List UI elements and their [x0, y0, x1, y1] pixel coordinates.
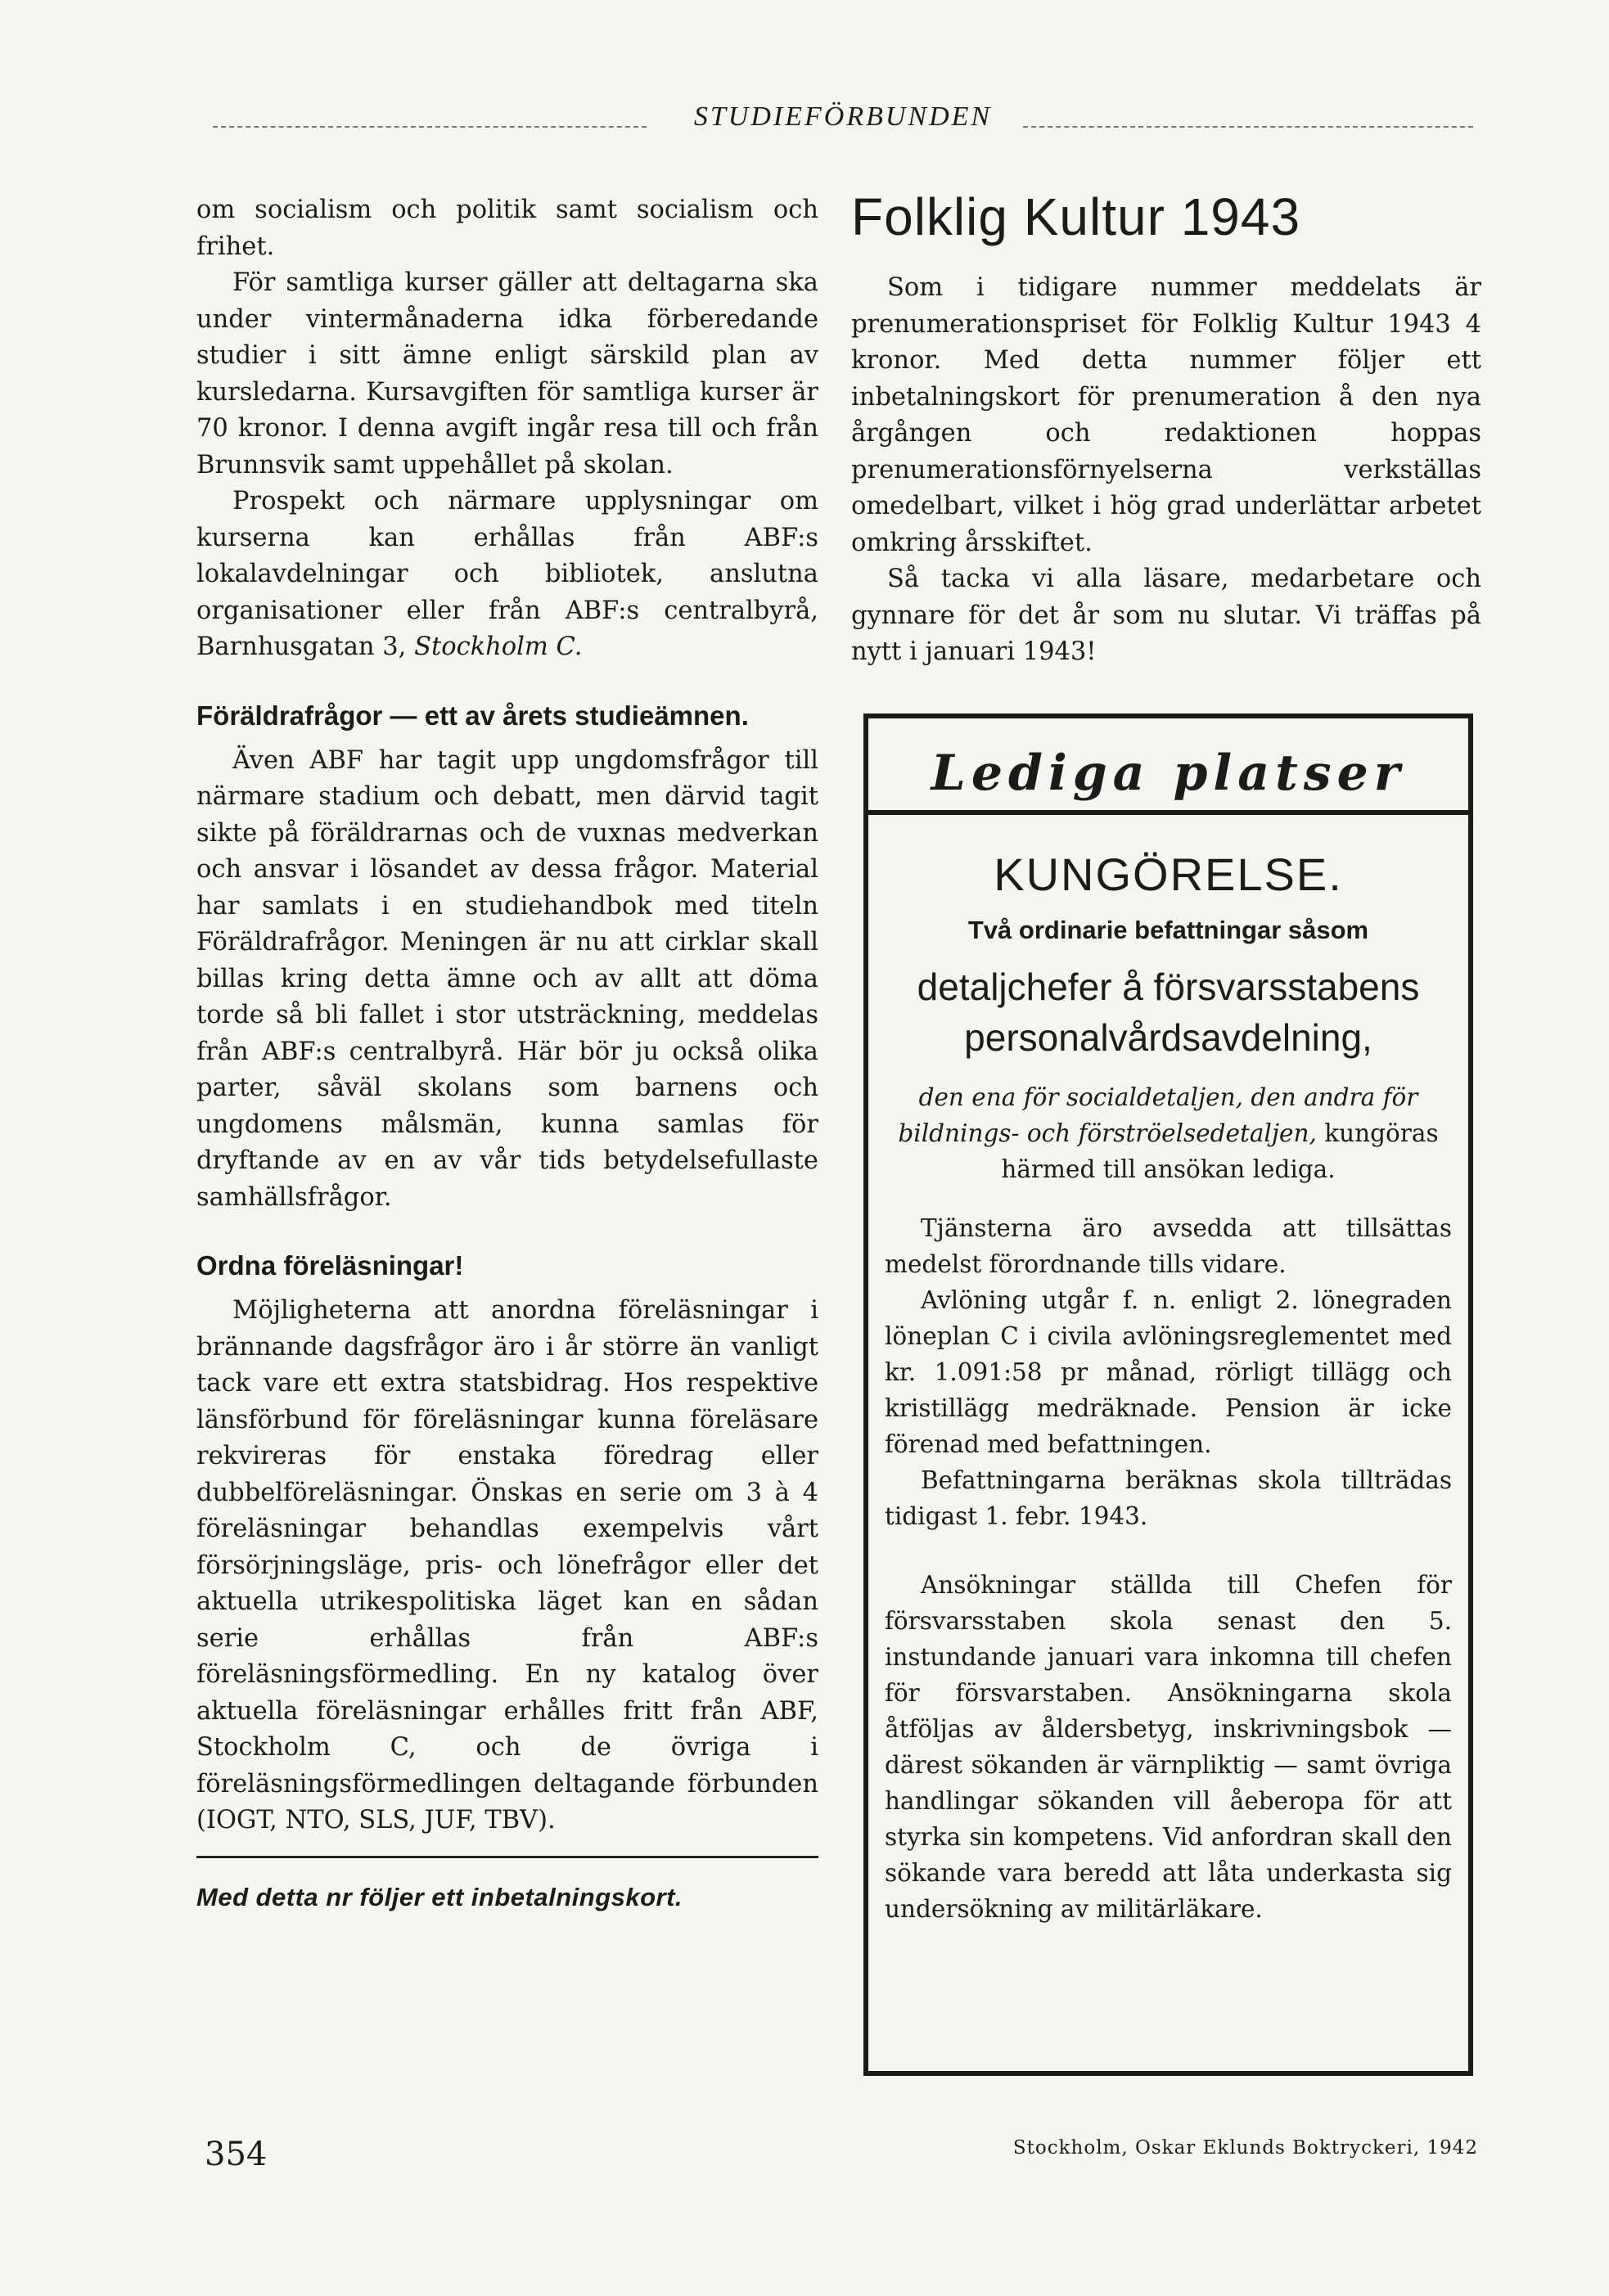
job-ad-announcement-heading: KUNGÖRELSE.	[994, 849, 1343, 900]
running-head-rule-right	[1023, 126, 1473, 128]
left-paragraph-5: Möjligheterna att anordna föreläsningar i brännande dagsfrågor äro i år större än vanligt tack vare ett extra statsbidrag. Hos respektive länsförbund för föreläsningar kunna föreläsare rekvireras för enstaka föredrag eller dubbelföreläsningar. Önskas en serie om 3 à 4 föreläsningar behandlas exempelvis vårt försörjningsläge, pris- och lönefrågor eller det aktuella utrikespolitiska läget kan en sådan serie erhållas från ABF:s föreläsningsförmedling. En ny katalog över aktuella föreläsningar erhålles fritt från ABF, Stockholm C, och de övriga i föreläsningsförmedlingen deltagande förbunden (IOGT, NTO, SLS, JUF, TBV).	[196, 1296, 818, 1835]
left-paragraph-1: om socialism och politik samt socialism och frihet.	[196, 196, 818, 261]
job-ad-rule	[868, 810, 1468, 815]
left-footer-rule	[196, 1856, 818, 1858]
payment-card-note: Med detta nr följer ett inbetalningskort.	[196, 1882, 683, 1911]
job-ad-paragraph-3: Befattningarna beräknas skola tillträdas tidigast 1. febr. 1943.	[885, 1466, 1452, 1530]
running-head-text: STUDIEFÖRBUNDEN	[693, 101, 993, 132]
job-ad-detail-italic: den ena för socialdetaljen, den andra för bildnings- och förströelsedetaljen,	[898, 1083, 1418, 1147]
right-paragraph-2: Så tacka vi alla läsare, medarbetare och gynnare för det år som nu slutar. Vi träffas på nytt i januari 1943!	[851, 565, 1481, 666]
left-paragraph-2: För samtliga kurser gäller att deltagarna ska under vintermånaderna idka förberedande studier i sitt ämne enligt särskild plan av kursledarna. Kursavgiften för samtliga kurser är 70 kronor. I denna avgift ingår resa till och från Brunnsvik samt uppehållet på skolan.	[196, 268, 818, 479]
job-ad-detail-tail: kungöras härmed till ansökan lediga.	[1001, 1119, 1439, 1183]
job-ad-position-title: detaljchefer å försvarsstabens personalvårdsavdelning,	[917, 966, 1420, 1059]
running-head-rule-left	[213, 126, 647, 128]
running-head	[205, 101, 1481, 133]
job-ad-subheading: Två ordinarie befattningar såsom	[967, 916, 1369, 944]
job-ad-spacer	[885, 1534, 1452, 1567]
job-ad-paragraph-2: Avlöning utgår f. n. enligt 2. lönegraden löneplan C i civila avlöningsreglementet med kr. 1.091:58 pr månad, rörligt tillägg och kristillägg medräknade. Pension är icke förenad med befattningen.	[885, 1286, 1452, 1458]
job-ad-detail-line	[885, 1079, 1452, 1187]
left-paragraph-3-place: Stockholm C.	[414, 633, 583, 661]
job-ad-title: Lediga platser	[931, 745, 1406, 802]
right-paragraph-1: Som i tidigare nummer meddelats är prenumerationspriset för Folklig Kultur 1943 4 kronor. Med detta nummer följer ett inbetalningskort för prenumeration å den nya årgången och redaktionen hoppas prenumerationsförnyelserna verkställas omedelbart, vilket i hög grad underlättar arbetet omkring årsskiftet.	[851, 273, 1481, 557]
left-column	[196, 192, 818, 1912]
job-ad-paragraph-4: Ansökningar ställda till Chefen för försvarsstaben skola senast den 5. instundande januari vara inkomna till chefen för försvarstaben. Ansökningarna skola åtföljas av åldersbetyg, inskrivningsbok — därest sökanden är värnpliktig — samt övriga handlingar sökanden vill åeberopa för att styrka sin kompetens. Vid anfordran skall den sökande vara beredd att låta underkasta sig undersökning av militärläkare.	[885, 1571, 1452, 1923]
right-column	[851, 188, 1481, 671]
left-paragraph-4: Även ABF har tagit upp ungdomsfrågor till närmare stadium och debatt, men därvid tagit sikte på föräldrarnas och de vuxnas medverkan och ansvar i lösandet av dessa frågor. Material har samlats i en studiehandbok med titeln Föräldrafrågor. Meningen är nu att cirklar skall billas kring detta ämne och av allt att döma torde så bli fallet i stor utsträckning, meddelas från ABF:s centralbyrå. Här bör ju också olika parter, såväl skolans som barnens och ungdomens målsmän, kunna samlas för dryftande av en av vår tids betydelsefullaste samhällsfrågor.	[196, 745, 818, 1212]
left-paragraph-3-text: Prospekt och närmare upplysningar om kurserna kan erhållas från ABF:s lokalavdelningar och bibliotek, anslutna organisationer eller från ABF:s centralbyrå, Barnhusgatan 3,	[196, 487, 818, 661]
folklig-kultur-title: Folklig Kultur 1943	[851, 187, 1301, 246]
section-heading-lectures: Ordna föreläsningar!	[196, 1250, 464, 1281]
section-heading-parents: Föräldrafrågor — ett av årets studieämnen.	[196, 700, 749, 731]
job-ad-box	[863, 714, 1473, 2076]
job-ad-paragraph-1: Tjänsterna äro avsedda att tillsättas medelst förordnande tills vidare.	[885, 1214, 1452, 1278]
left-paragraph-3	[196, 484, 818, 666]
printer-imprint: Stockholm, Oskar Eklunds Boktryckeri, 1942	[1012, 2137, 1478, 2159]
page-number: 354	[205, 2136, 268, 2173]
